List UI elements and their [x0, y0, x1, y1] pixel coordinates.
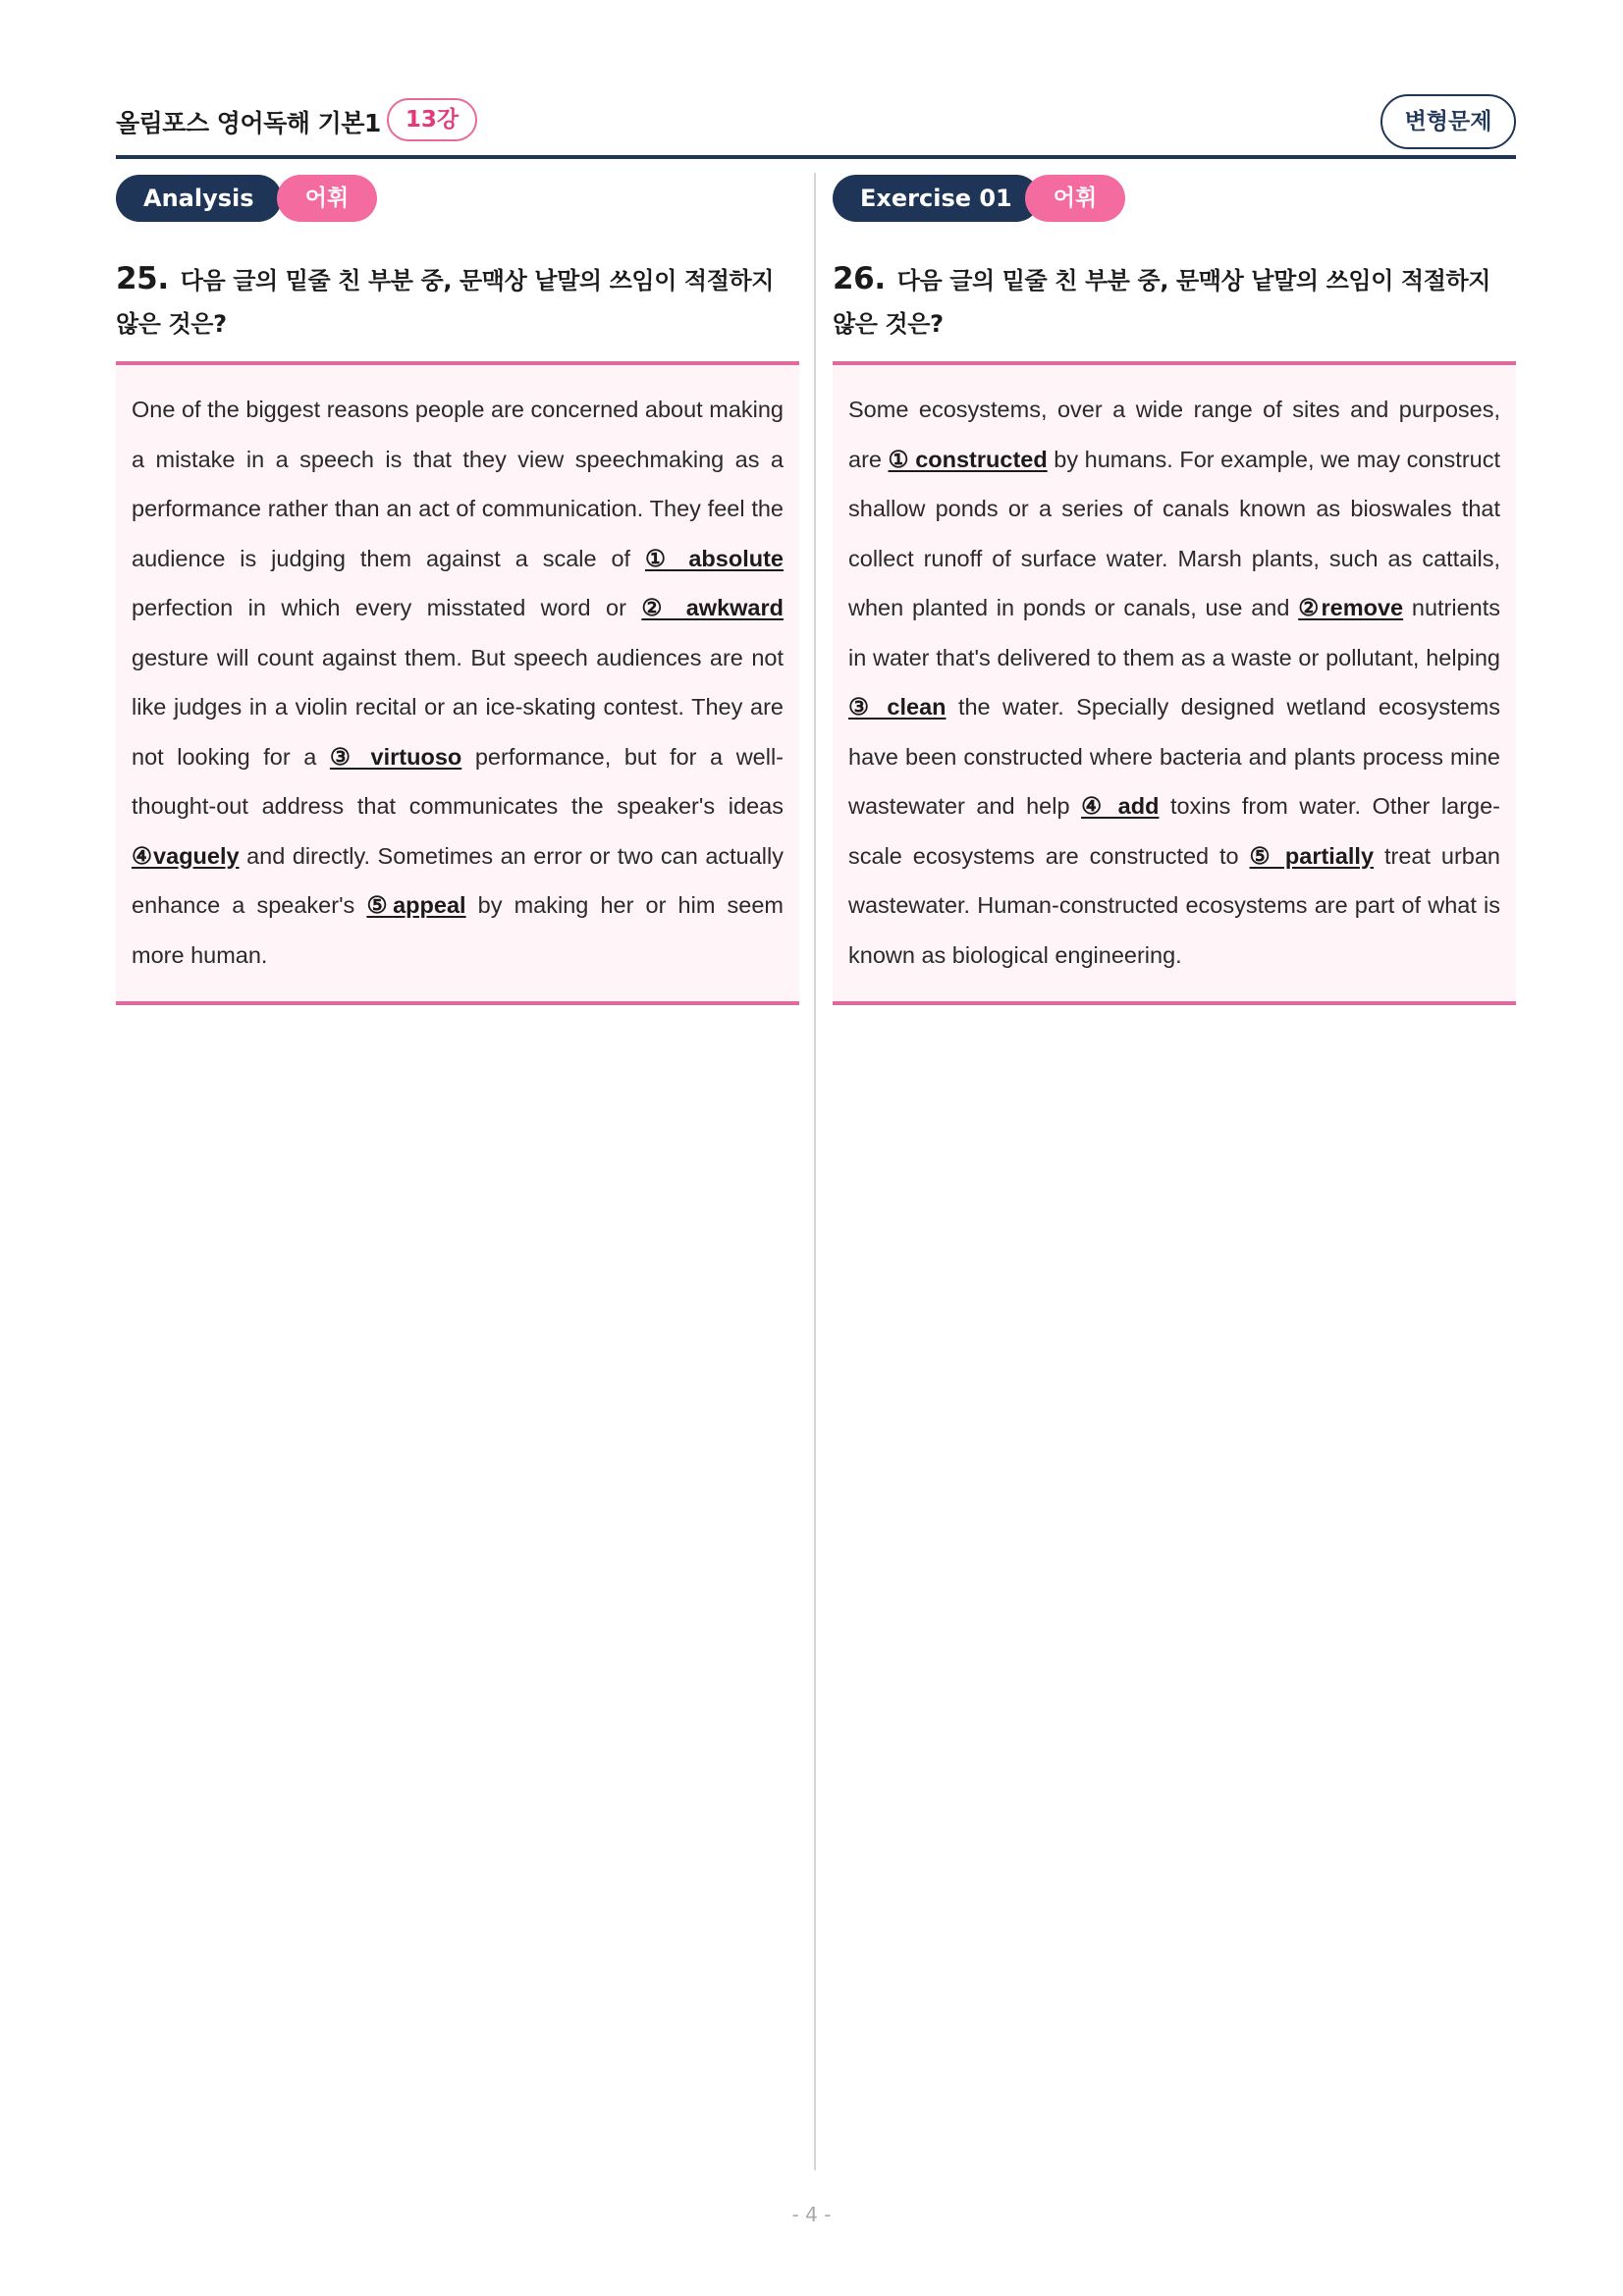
passage-segment: nutrients in water that's delivered to them as a waste or pollutant, helping — [848, 595, 1501, 670]
question-25 — [116, 257, 799, 346]
vocabulary-tag: 어휘 — [1025, 175, 1125, 222]
passage-segment: Some ecosystems, over a wide range of sites and purposes, are — [848, 397, 1500, 472]
passage-box — [116, 361, 799, 1005]
choice-1-underlined: ① constructed — [888, 446, 1048, 472]
book-title: 올림포스 영어독해 기본1 — [116, 109, 381, 137]
passage-segment: by humans. For example, we may construct shallow ponds or a series of canals known as bioswales that collect runoff of surface water. Marsh plants, such as cattails, when planted in ponds or canals, use and — [848, 446, 1500, 620]
choice-2-underlined: ②remove — [1298, 595, 1404, 620]
left-tag-row — [116, 175, 799, 222]
passage-segment: by making her or him seem more human. — [132, 892, 784, 968]
type-badge: 변형문제 — [1380, 94, 1516, 149]
choice-1-underlined: ① absolute — [645, 545, 784, 571]
choice-4-underlined: ④vaguely — [132, 842, 240, 869]
question-number: 26. — [833, 261, 886, 296]
choice-5-underlined: ⑤ partially — [1249, 842, 1375, 869]
choice-3-underlined: ③ virtuoso — [329, 743, 462, 770]
passage-segment: gesture will count against them. But speech audiences are not like judges in a violin recital or an ice-skating contest. They are not looking for a — [132, 644, 784, 770]
left-column — [116, 175, 799, 1005]
question-text: 다음 글의 밑줄 친 부분 중, 문맥상 낱말의 쓰임이 적절하지 않은 것은? — [833, 267, 1491, 338]
passage-segment: toxins from water. Other large-scale ecosystems are constructed to — [848, 793, 1500, 869]
passage-segment: One of the biggest reasons people are concerned about making a mistake in a speech is that they view speechmaking as a performance rather than an act of communication. They feel the audience is judging them against a scale of — [132, 397, 784, 571]
header-divider — [116, 155, 1516, 159]
passage-segment: the water. Specially designed wetland ecosystems have been constructed where bacteria and plants process mine wastewater and help — [848, 694, 1500, 819]
analysis-tag: Analysis — [116, 175, 282, 222]
page-number: - 4 - — [791, 2203, 832, 2226]
choice-3-underlined: ③ clean — [848, 694, 947, 720]
passage-segment: treat urban wastewater. Human-constructed ecosystems are part of what is known as biological engineering. — [848, 842, 1501, 968]
right-tag-row — [833, 175, 1516, 222]
choice-5-underlined: ⑤appeal — [366, 892, 466, 918]
passage-text — [848, 385, 1500, 980]
vocabulary-tag: 어휘 — [277, 175, 377, 222]
question-26 — [833, 257, 1516, 346]
choice-4-underlined: ④ add — [1081, 793, 1160, 819]
question-number: 25. — [116, 261, 169, 296]
passage-text — [132, 385, 784, 980]
right-column — [833, 175, 1516, 1005]
page-header — [116, 94, 1516, 159]
column-divider — [814, 173, 816, 2170]
exercise-tag: Exercise 01 — [833, 175, 1040, 222]
choice-2-underlined: ② awkward — [641, 595, 784, 620]
question-text: 다음 글의 밑줄 친 부분 중, 문맥상 낱말의 쓰임이 적절하지 않은 것은? — [116, 267, 775, 338]
passage-segment: perfection in which every misstated word or — [132, 595, 642, 620]
passage-box — [833, 361, 1516, 1005]
passage-segment: performance, but for a well-thought-out address that communicates the speaker's ideas — [132, 743, 784, 819]
lesson-badge: 13강 — [387, 98, 477, 141]
passage-segment: and directly. Sometimes an error or two can actually enhance a speaker's — [132, 842, 784, 918]
